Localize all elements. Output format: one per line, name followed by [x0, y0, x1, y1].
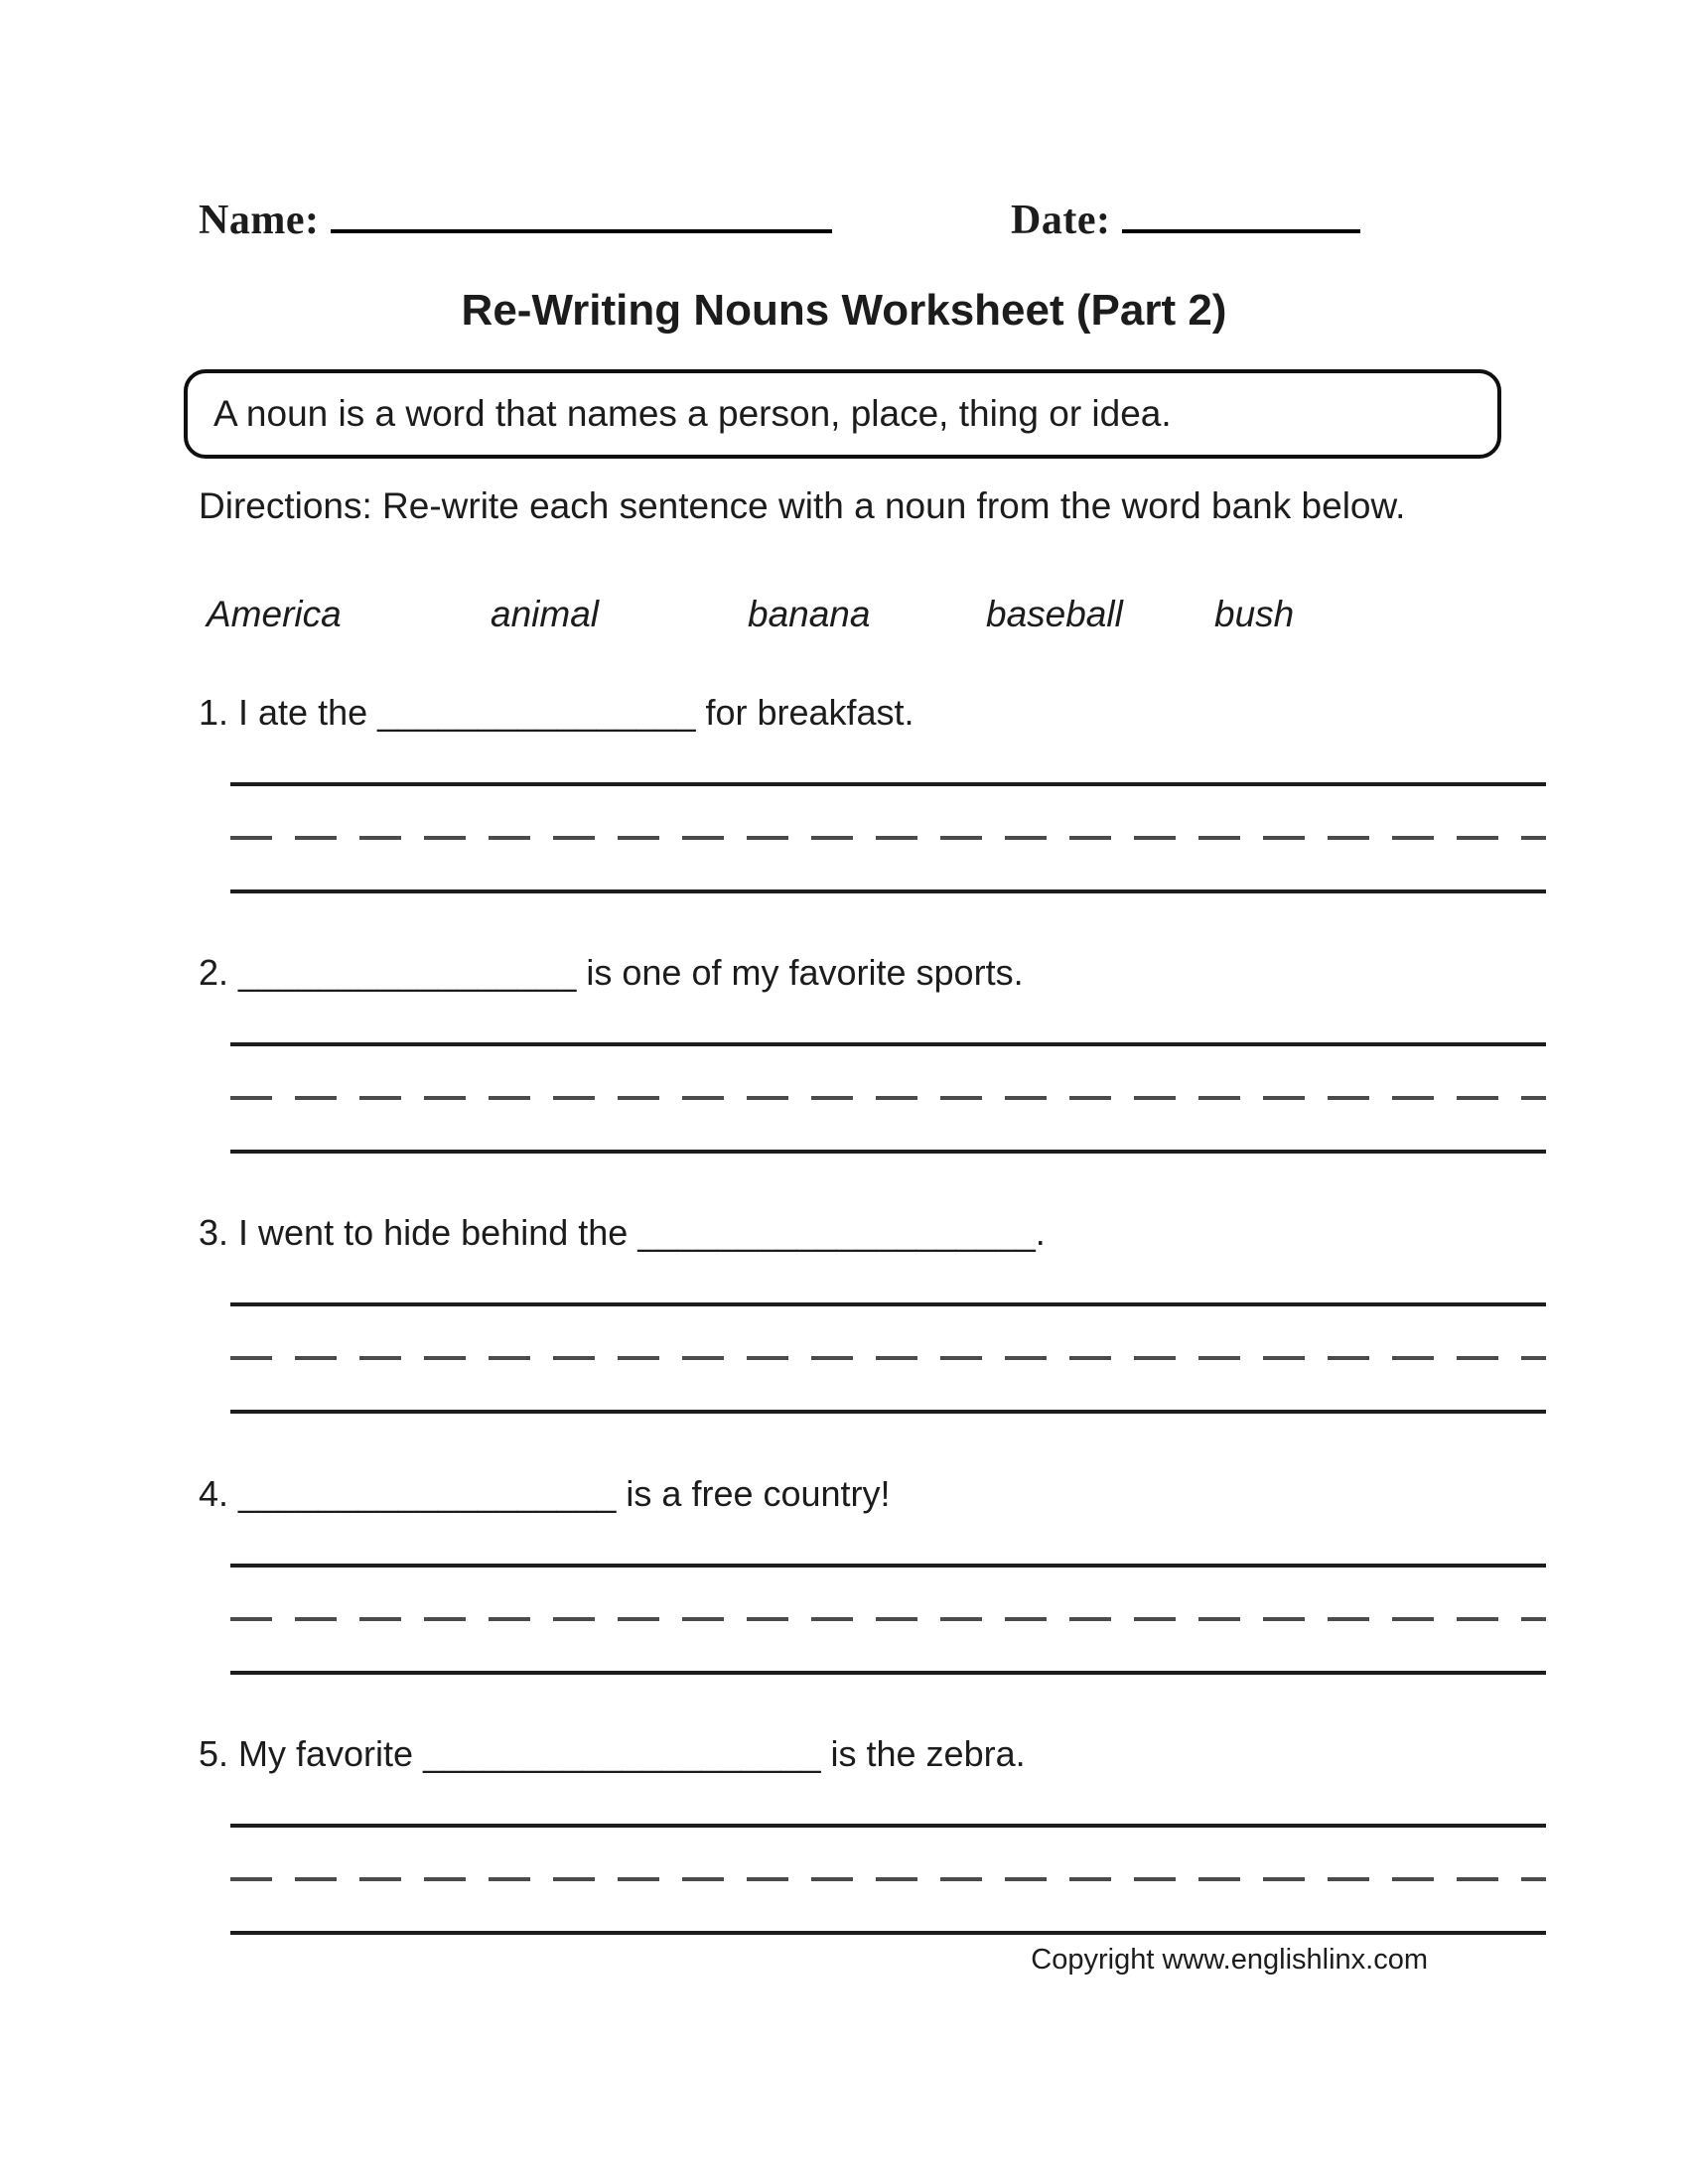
handwriting-top-line	[230, 1302, 1546, 1306]
handwriting-top-line	[230, 1824, 1546, 1828]
word-bank-item: animal	[491, 594, 599, 634]
date-blank-line	[1122, 204, 1360, 233]
handwriting-lines	[230, 1302, 1546, 1414]
handwriting-middle-dashed-line	[230, 1096, 1546, 1100]
exercise-block-5	[0, 1731, 1688, 1945]
handwriting-middle-dashed-line	[230, 1877, 1546, 1881]
handwriting-middle-dashed-line	[230, 1617, 1546, 1621]
name-label: Name:	[199, 198, 320, 243]
word-bank-item: baseball	[986, 594, 1123, 634]
handwriting-middle-dashed-line	[230, 836, 1546, 840]
word-bank-item: America	[207, 594, 342, 634]
handwriting-top-line	[230, 1564, 1546, 1568]
date-field	[1011, 197, 1360, 244]
word-bank-item: banana	[748, 594, 871, 634]
worksheet-title: Re-Writing Nouns Worksheet (Part 2)	[461, 286, 1227, 335]
sentence-text: 1. I ate the ________________ for breakfast.	[199, 692, 914, 733]
handwriting-lines	[230, 1564, 1546, 1675]
handwriting-lines	[230, 782, 1546, 893]
handwriting-bottom-line	[230, 1931, 1546, 1935]
handwriting-bottom-line	[230, 1410, 1546, 1414]
sentence-text: 5. My favorite ____________________ is the zebra.	[199, 1733, 1026, 1774]
name-blank-line	[331, 204, 832, 233]
exercise-block-3	[0, 1210, 1688, 1424]
noun-definition-text: A noun is a word that names a person, place, thing or idea.	[213, 393, 1172, 434]
noun-definition-box	[184, 369, 1501, 459]
exercise-block-1	[0, 690, 1688, 903]
handwriting-bottom-line	[230, 1671, 1546, 1675]
handwriting-bottom-line	[230, 1150, 1546, 1154]
sentence-text: 4. ___________________ is a free country!	[199, 1473, 891, 1514]
exercise-block-2	[0, 950, 1688, 1163]
name-field	[199, 197, 832, 244]
word-bank	[199, 594, 1529, 649]
handwriting-top-line	[230, 782, 1546, 786]
sentence-text: 2. _________________ is one of my favorite sports.	[199, 952, 1024, 993]
word-bank-item: bush	[1214, 594, 1295, 634]
handwriting-middle-dashed-line	[230, 1356, 1546, 1360]
handwriting-lines	[230, 1042, 1546, 1154]
exercise-block-4	[0, 1471, 1688, 1685]
handwriting-lines	[230, 1824, 1546, 1935]
handwriting-bottom-line	[230, 889, 1546, 893]
date-label: Date:	[1011, 198, 1111, 243]
handwriting-top-line	[230, 1042, 1546, 1046]
directions-text: Directions: Re-write each sentence with a noun from the word bank below.	[199, 485, 1406, 526]
copyright-text: Copyright www.englishlinx.com	[1031, 1944, 1428, 1976]
sentence-text: 3. I went to hide behind the ____________________.	[199, 1212, 1046, 1253]
